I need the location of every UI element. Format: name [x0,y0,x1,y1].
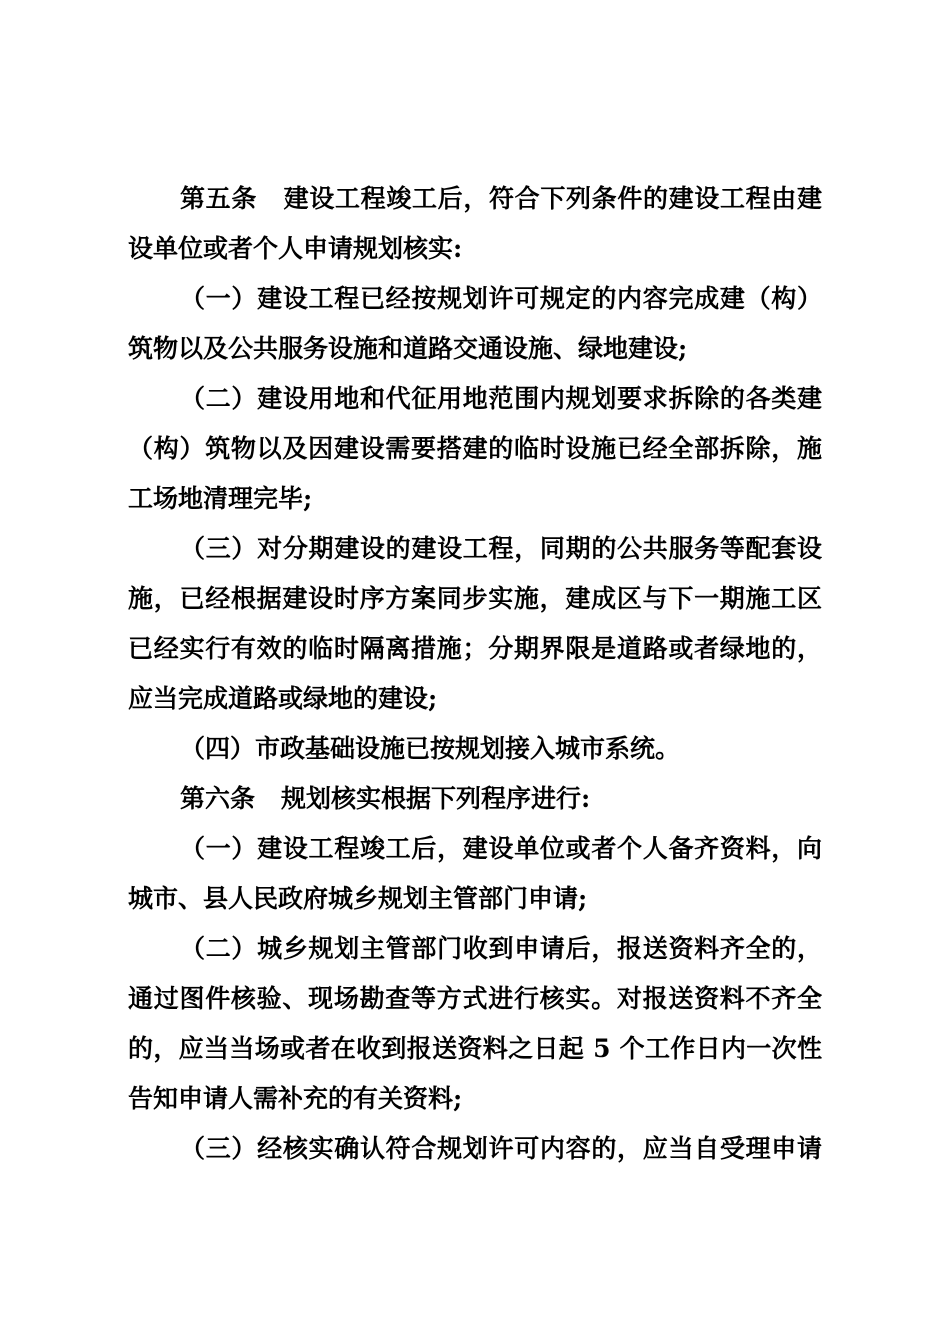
article-5-item-1-line-1: （一）建设工程已经按规划许可规定的内容完成建（构） [180,284,822,313]
article-5-item-2-line-3: 工场地清理完毕; [128,484,313,513]
article-5-item-2-line-1: （二）建设用地和代征用地范围内规划要求拆除的各类建 [180,384,822,413]
article-5-item-3-line-3: 已经实行有效的临时隔离措施；分期界限是道路或者绿地的， [128,634,822,663]
article-5-item-1-line-2: 筑物以及公共服务设施和道路交通设施、绿地建设; [128,334,688,363]
article-6-item-2-line-1: （二）城乡规划主管部门收到申请后，报送资料齐全的， [180,934,822,963]
article-5-text: 建设工程竣工后，符合下列条件的建设工程由建 [283,184,822,213]
article-6-item-3-line-1: （三）经核实确认符合规划许可内容的，应当自受理申请 [180,1134,822,1163]
article-6-text: 规划核实根据下列程序进行: [281,784,591,813]
article-6-item-1-line-2: 城市、县人民政府城乡规划主管部门申请; [128,884,588,913]
article-5-line-2: 设单位或者个人申请规划核实: [128,234,463,263]
article-5-item-3-line-1: （三）对分期建设的建设工程，同期的公共服务等配套设 [180,534,822,563]
article-6-line-1 [180,774,822,824]
article-6-item-1-line-1: （一）建设工程竣工后，建设单位或者个人备齐资料，向 [180,834,822,863]
article-5-item-3-line-4: 应当完成道路或绿地的建设; [128,684,438,713]
article-6-item-2-line-4: 告知申请人需补充的有关资料; [128,1084,463,1113]
article-6-item-2-line-2: 通过图件核验、现场勘查等方式进行核实。对报送资料不齐全 [128,984,822,1013]
article-6-item-2-line-3: 的，应当当场或者在收到报送资料之日起 5 个工作日内一次性 [128,1034,822,1063]
article-6-heading: 第六条 [180,784,256,813]
article-5-item-3-line-2: 施，已经根据建设时序方案同步实施，建成区与下一期施工区 [128,584,822,613]
article-5-line-1 [180,174,822,224]
article-5-item-4-line-1: （四）市政基础设施已按规划接入城市系统。 [180,734,681,763]
article-5-heading: 第五条 [180,184,257,213]
article-5-item-2-line-2: （构）筑物以及因建设需要搭建的临时设施已经全部拆除，施 [128,434,822,463]
